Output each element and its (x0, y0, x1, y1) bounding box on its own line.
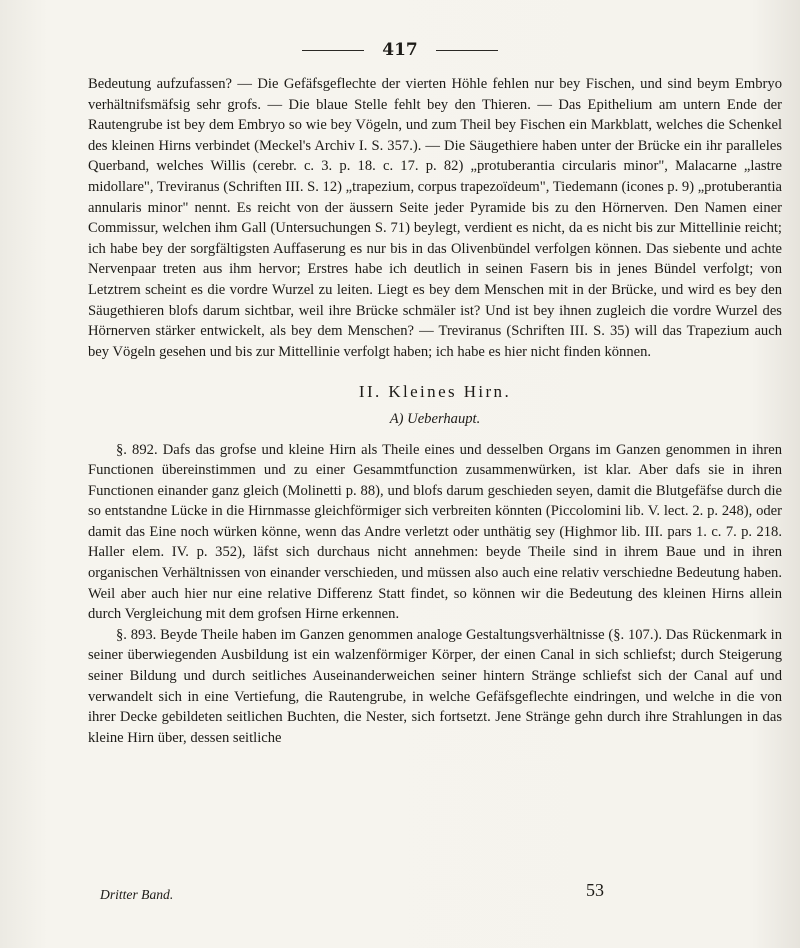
body-paragraph: §. 893. Beyde Theile haben im Ganzen genommen analoge Gestaltungsverhältnisse (§. 107.). Das Rückenmark in seiner überwiegenden Ausbildung ist ein walzenförmiger Körper, der einen Canal in sich schliefst; durch Steigerung seiner Bildung und durch seitliches Auseinanderweichen seiner hintern Stränge schliefst sich der Canal auf und verwandelt sich in eine Vertiefung, die Rautengrube, in welche Gefäfsgeflechte eindringen, und welche in die von ihrer Decke gebildeten seitlichen Buchten, die Nester, sich fortsetzt. Jene Stränge gehn durch ihre Strahlungen in das kleine Hirn über, dessen seitliche (88, 626, 782, 746)
page-footer (100, 880, 620, 904)
body-paragraph: §. 892. Dafs das grofse und kleine Hirn als Theile eines und desselben Organs im Ganzen genommen in ihren Functionen übereinstimmen und zu einer Gesammtfunction zusammenwürken, ist klar. Aber dafs sie in ihren Functionen einander ganz gleich (Molinetti p. 88), und blofs darum geschieden seyen, damit die Blutgefäfse durch die so entstandne Lücke in die Hirnmasse gleichförmiger sich verbreiten könnten (Piccolomini lib. V. lect. 2. p. 248), oder damit das Eine noch würken könne, wenn das Andre verletzt oder unthätig sey (Highmor lib. III. pars 1. c. 7. p. 218. Haller elem. IV. p. 352), läfst sich durchaus nicht annehmen: beyde Theile sind in ihrem Baue und in ihren organischen Verhältnissen von einander verschieden, und müssen also auch eine relativ verschiedne Bedeutung haben. Weil aber auch hier nur eine relative Differenz Statt findet, so können wir die Bedeutung des kleinen Hirns allein durch Vergleichung mit dem grofsen Hirne erkennen. (88, 441, 782, 623)
subsection-title: A) Ueberhaupt. (389, 410, 481, 427)
signature-mark: 53 (586, 880, 604, 900)
section-title: II. Kleines Hirn. (358, 382, 512, 402)
page-body (88, 74, 782, 748)
header-rule-right (436, 50, 498, 51)
volume-label: Dritter Band. (100, 887, 174, 902)
body-paragraph: Bedeutung aufzufassen? — Die Gefäfsgeflechte der vierten Höhle fehlen nur bey Fischen, und sind beym Embryo verhältnifsmäfsig sehr grofs. — Die blaue Stelle fehlt bey den Thieren. — Das Epithelium am untern Ende der Rautengrube ist bey dem Embryo so wie bey Vögeln, und zum Theil bey Fischen ein Markblatt, welches die Schenkel des kleinen Hirns verbindet (Meckel's Archiv I. S. 357.). — Die Säugethiere haben unter der Brücke ein ihr paralleles Querband, welches Willis (cerebr. c. 3. p. 18. c. 17. p. 82) „protuberantia circularis minor", Malacarne „lastre midollare", Treviranus (Schriften III. S. 12) „trapezium, corpus trapezoïdeum", Tiedemann (icones p. 9) „protuberantia annularis minor" nennt. Es reicht von der äussern Seite jeder Pyramide bis zu den Hörnerven. Den Namen einer Commissur, welchen ihm Gall (Untersuchungen S. 71) beylegt, verdient es nicht, da es nicht bis zur Mittellinie reicht; ich habe bey der sorgfältigsten Auffaserung es nur bis in das Olivenbündel verfolgen können. Das siebente und achte Nervenpaar treten aus ihm hervor; Erstres habe ich deutlich in seinen Fasern bis in jenes Bündel verfolgt; von Letztrem scheint es die vordre Wurzel zu leiten. Liegt es bey dem Menschen mit in der Brücke, und wird es bey den Säugethieren blofs darum sichtbar, weil ihre Brücke schmäler ist? Und ist bey ihnen zugleich die vordre Wurzel des Hörnerven stärker entwickelt, als bey dem Menschen? — Treviranus (Schriften III. S. 35) will das Trapezium auch bey Vögeln gesehen und bis zur Mittellinie verfolgt haben; ich habe es hier nicht finden können. (88, 76, 782, 360)
header-rule-left (302, 50, 364, 51)
page-header (0, 40, 800, 60)
page-number: 417 (382, 40, 418, 60)
